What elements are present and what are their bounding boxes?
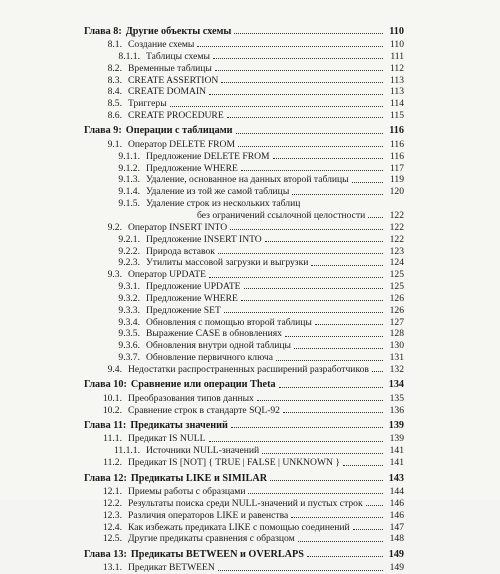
dot-leader (298, 541, 383, 542)
toc-entry (84, 151, 404, 163)
toc-page-number: 131 (389, 352, 404, 364)
dot-leader (209, 277, 383, 278)
dot-leader (279, 387, 383, 388)
toc-page-number: 143 (388, 472, 404, 484)
toc-page-number: 125 (389, 269, 404, 281)
toc-page-number: 136 (389, 404, 404, 416)
toc-entry-title: Другие объекты схемы (125, 25, 232, 37)
toc-entry-number: 9.3.5. (118, 328, 140, 340)
toc-entry-title: Предикаты LIKE и SIMILAR (130, 472, 268, 484)
toc-entry (84, 269, 404, 281)
toc-entry-title: Оператор UPDATE (128, 269, 206, 281)
toc-page-number: 146 (389, 497, 404, 509)
dot-leader (315, 324, 383, 325)
toc-entry (84, 533, 404, 545)
toc-entry-number: 8.3. (107, 74, 122, 86)
toc-entry-number: 11.1. (103, 433, 122, 445)
toc-entry-number: 8.5. (107, 98, 122, 110)
dot-leader (257, 400, 383, 401)
toc-entry (84, 163, 404, 175)
toc-entry-number: 9.3.7. (118, 352, 140, 364)
dot-leader (241, 170, 383, 171)
toc-entry-number: 12.5. (102, 533, 122, 545)
dot-leader (218, 253, 383, 254)
toc-entry-title: Триггеры (128, 98, 167, 110)
dot-leader (368, 217, 383, 218)
toc-page-number: 141 (389, 445, 404, 457)
dot-leader (291, 517, 383, 518)
toc-page-number: 113 (389, 74, 404, 86)
toc-entry-title: CREATE PROCEDURE (128, 110, 224, 122)
toc-entry-title: Обновление первичного ключа (146, 352, 273, 364)
toc-entry (84, 210, 404, 222)
dot-leader (238, 146, 383, 147)
toc-page-number: 149 (388, 548, 404, 560)
toc-entry-title: Удаление строк из нескольких таблиц (146, 198, 301, 210)
toc-entry-title: Результаты поиска среди NULL-значений и пустых строк (128, 497, 363, 509)
table-of-contents (84, 22, 404, 574)
toc-entry-number: Глава 12: (84, 472, 127, 484)
toc-page-number: 126 (389, 304, 404, 316)
dot-leader (366, 505, 383, 506)
toc-entry (84, 393, 404, 405)
toc-entry-title: Предикат BETWEEN (128, 562, 215, 574)
toc-entry-title: Недостатки распространенных расширений разработчиков (128, 363, 369, 375)
toc-entry-title: Сравнение или операции Theta (130, 379, 276, 391)
dot-leader (352, 182, 383, 183)
toc-entry (84, 110, 404, 122)
toc-chapter-entry (84, 418, 404, 434)
dot-leader (221, 82, 383, 83)
toc-page-number: 146 (389, 509, 404, 521)
toc-entry-title: Обновления внутри одной таблицы (146, 340, 291, 352)
toc-entry (84, 63, 404, 75)
toc-chapter-entry (84, 24, 404, 40)
toc-page-number: 148 (389, 533, 404, 545)
toc-entry (84, 281, 404, 293)
dot-leader (224, 312, 383, 313)
dot-leader (248, 493, 383, 494)
toc-entry (84, 222, 404, 234)
toc-entry-number: 10.2. (102, 404, 122, 416)
toc-entry-title: Сравнение строк в стандарте SQL-92 (128, 404, 280, 416)
toc-entry-title: Приемы работы с образцами (128, 486, 246, 497)
toc-entry (84, 562, 404, 574)
dot-leader (353, 529, 383, 530)
toc-entry (84, 317, 404, 329)
toc-page-number: 122 (389, 209, 404, 221)
dot-leader (197, 46, 383, 47)
toc-entry (84, 186, 404, 198)
toc-entry-number: 9.1.5. (118, 198, 140, 210)
toc-entry-number: 9.3.2. (118, 292, 140, 304)
toc-page-number: 135 (389, 392, 404, 404)
toc-page-number: 120 (389, 186, 404, 198)
toc-entry-title: Утилиты массовой загрузки и выгрузки (146, 257, 309, 269)
dot-leader (265, 241, 383, 242)
toc-page-number: 124 (389, 257, 404, 269)
toc-page-number: 116 (389, 138, 404, 150)
toc-entry-number: 8.6. (107, 110, 122, 122)
toc-entry-number: 9.2.1. (118, 233, 140, 245)
toc-entry-title: Различия операторов LIKE и равенства (128, 509, 289, 521)
toc-page-number: 139 (388, 419, 404, 431)
toc-page-number: 132 (389, 363, 404, 375)
toc-entry-number: 9.3. (107, 269, 122, 281)
toc-entry (84, 234, 404, 246)
toc-entry-title: Предложение WHERE (146, 162, 238, 174)
toc-entry (84, 433, 404, 445)
dot-leader (170, 106, 383, 107)
toc-entry-title: Другие предикаты сравнения с образцом (128, 533, 295, 545)
dot-leader (218, 570, 383, 571)
dot-leader (241, 300, 383, 301)
toc-entry (84, 75, 404, 87)
toc-entry-title: Источники NULL-значений (146, 445, 260, 457)
dot-leader (234, 33, 383, 34)
toc-page-number: 115 (389, 110, 404, 122)
dot-leader (307, 556, 383, 557)
toc-page-number: 116 (389, 125, 404, 137)
dot-leader (343, 465, 383, 466)
dot-leader (294, 348, 383, 349)
toc-entry (84, 328, 404, 340)
toc-entry (84, 174, 404, 186)
toc-page-number: 141 (389, 457, 404, 469)
toc-entry-title: Оператор DELETE FROM (128, 138, 236, 150)
toc-page-number: 113 (389, 86, 404, 98)
toc-entry-number: 9.3.4. (118, 316, 140, 328)
dot-leader (209, 94, 383, 95)
toc-entry (84, 405, 404, 417)
toc-chapter-entry (84, 377, 404, 393)
toc-entry (84, 522, 404, 534)
toc-entry-number: 12.2. (102, 497, 122, 509)
toc-page-number: 127 (389, 316, 404, 328)
toc-page-number: 122 (389, 233, 404, 245)
dot-leader (236, 133, 383, 134)
toc-entry (84, 86, 404, 98)
toc-entry-number: Глава 9: (84, 125, 122, 137)
toc-chapter-entry (84, 547, 404, 563)
toc-page-number: 128 (389, 328, 404, 340)
toc-entry (84, 51, 404, 63)
toc-page-number: 112 (389, 62, 404, 74)
toc-entry-title: CREATE DOMAIN (128, 86, 207, 98)
toc-entry-title: Предикаты значений (130, 419, 228, 431)
toc-entry-title: Таблицы схемы (146, 50, 210, 62)
toc-entry (84, 139, 404, 151)
dot-leader (209, 441, 384, 442)
toc-page-number: 110 (389, 25, 404, 37)
toc-page-number: 139 (389, 433, 404, 445)
toc-entry-title: CREATE ASSERTION (128, 74, 219, 86)
toc-entry-title: Удаление из той же самой таблицы (146, 186, 290, 198)
toc-entry-number: 11.1.1. (113, 445, 140, 457)
toc-entry-title: Создание схемы (128, 39, 195, 50)
dot-leader (231, 427, 383, 428)
toc-entry-title: Предложение WHERE (146, 292, 238, 304)
dot-leader (262, 453, 383, 454)
toc-page-number: 147 (389, 521, 404, 533)
toc-chapter-entry (84, 123, 404, 139)
toc-entry-number: 9.2.2. (118, 245, 140, 257)
toc-entry-title: Обновления с помощью второй таблицы (146, 316, 312, 328)
dot-leader (292, 194, 383, 195)
toc-entry-number: 10.1. (102, 392, 122, 404)
toc-page-number: 111 (390, 50, 404, 62)
toc-entry-number: 8.2. (107, 62, 122, 74)
toc-entry-title: Преобразования типов данных (128, 392, 254, 404)
dot-leader (273, 158, 383, 159)
toc-entry-title: Временные таблицы (128, 62, 212, 74)
toc-entry (84, 364, 404, 376)
toc-entry (84, 352, 404, 364)
toc-entry-title: без ограничений ссылочной целостности (197, 209, 366, 221)
toc-entry-number: 9.1.3. (118, 174, 140, 186)
toc-page-number: 126 (389, 292, 404, 304)
toc-entry-number: 9.3.3. (118, 304, 140, 316)
toc-entry-number: 9.4. (107, 363, 122, 375)
toc-entry (84, 39, 404, 51)
toc-entry-number: 9.3.1. (118, 281, 140, 293)
toc-entry-number: 9.1.1. (118, 150, 140, 162)
toc-page-number: 117 (389, 162, 404, 174)
toc-entry (84, 257, 404, 269)
toc-page-number: 144 (389, 486, 404, 497)
dot-leader (283, 412, 383, 413)
toc-entry-title: Предикат IS NULL (128, 433, 206, 445)
dot-leader (372, 371, 383, 372)
dot-leader (215, 70, 383, 71)
toc-entry (84, 246, 404, 258)
toc-entry (84, 340, 404, 352)
toc-entry (84, 293, 404, 305)
dot-leader (285, 336, 383, 337)
toc-entry-number: 12.4. (102, 521, 122, 533)
toc-chapter-entry (84, 471, 404, 487)
toc-entry (84, 198, 404, 210)
toc-entry-number: 9.1. (107, 138, 122, 150)
toc-entry-title: Предикаты BETWEEN и OVERLAPS (130, 548, 304, 560)
dot-leader (311, 265, 383, 266)
toc-entry-number: 9.2. (107, 221, 122, 233)
toc-entry-number: 9.1.4. (118, 186, 140, 198)
toc-page-number: 119 (389, 174, 404, 186)
toc-entry (84, 510, 404, 522)
toc-entry-title: Природа вставок (146, 245, 215, 257)
toc-entry-title: Предложение SET (146, 304, 221, 316)
toc-entry-number: 9.1.2. (118, 162, 140, 174)
toc-entry (84, 98, 404, 110)
toc-entry-title: Предложение UPDATE (146, 281, 241, 293)
toc-page-number: 123 (389, 245, 404, 257)
toc-entry-number: 12.3. (102, 509, 122, 521)
toc-entry-number: Глава 8: (84, 25, 122, 37)
toc-entry-title: Как избежать предиката LIKE с помощью соединений (128, 521, 350, 533)
toc-entry-title: Предложение DELETE FROM (146, 150, 270, 162)
dot-leader (213, 58, 383, 59)
toc-entry-number: 12.1. (102, 486, 122, 497)
toc-entry-number: 11.2. (103, 457, 122, 469)
toc-entry-number: 8.1. (107, 39, 122, 50)
toc-entry-number: 8.1.1. (118, 50, 140, 62)
toc-entry-number: Глава 11: (84, 419, 127, 431)
toc-entry-number: Глава 10: (84, 379, 127, 391)
toc-entry (84, 305, 404, 317)
dot-leader (270, 480, 383, 481)
dot-leader (227, 117, 383, 118)
toc-entry-number: 9.2.3. (118, 257, 140, 269)
toc-entry-title: Предикат IS [NOT] { TRUE | FALSE | UNKNOWN } (128, 457, 340, 469)
toc-entry-title: Операции с таблицами (125, 125, 233, 137)
dot-leader (230, 229, 383, 230)
toc-page-number: 116 (389, 150, 404, 162)
toc-page-number: 110 (389, 39, 404, 50)
toc-entry (84, 457, 404, 469)
toc-entry-number: 8.4. (107, 86, 122, 98)
toc-page-number: 130 (389, 340, 404, 352)
toc-entry-title: Оператор INSERT INTO (128, 221, 228, 233)
toc-entry-number: 9.3.6. (118, 340, 140, 352)
dot-leader (244, 288, 383, 289)
toc-entry-number: 13.1. (102, 562, 122, 574)
toc-page-number: 122 (389, 221, 404, 233)
dot-leader (276, 360, 383, 361)
toc-entry (84, 445, 404, 457)
toc-page-number: 114 (389, 98, 404, 110)
toc-page-number: 125 (389, 281, 404, 293)
toc-entry-title: Выражение CASE в обновлениях (146, 328, 282, 340)
toc-entry-number: Глава 13: (84, 548, 127, 560)
toc-entry-title: Удаление, основанное на данных второй таблицы (146, 174, 349, 186)
toc-entry (84, 486, 404, 498)
toc-page-number: 149 (389, 562, 404, 574)
toc-entry-title: Предложение INSERT INTO (146, 233, 262, 245)
toc-page-number: 134 (388, 379, 404, 391)
